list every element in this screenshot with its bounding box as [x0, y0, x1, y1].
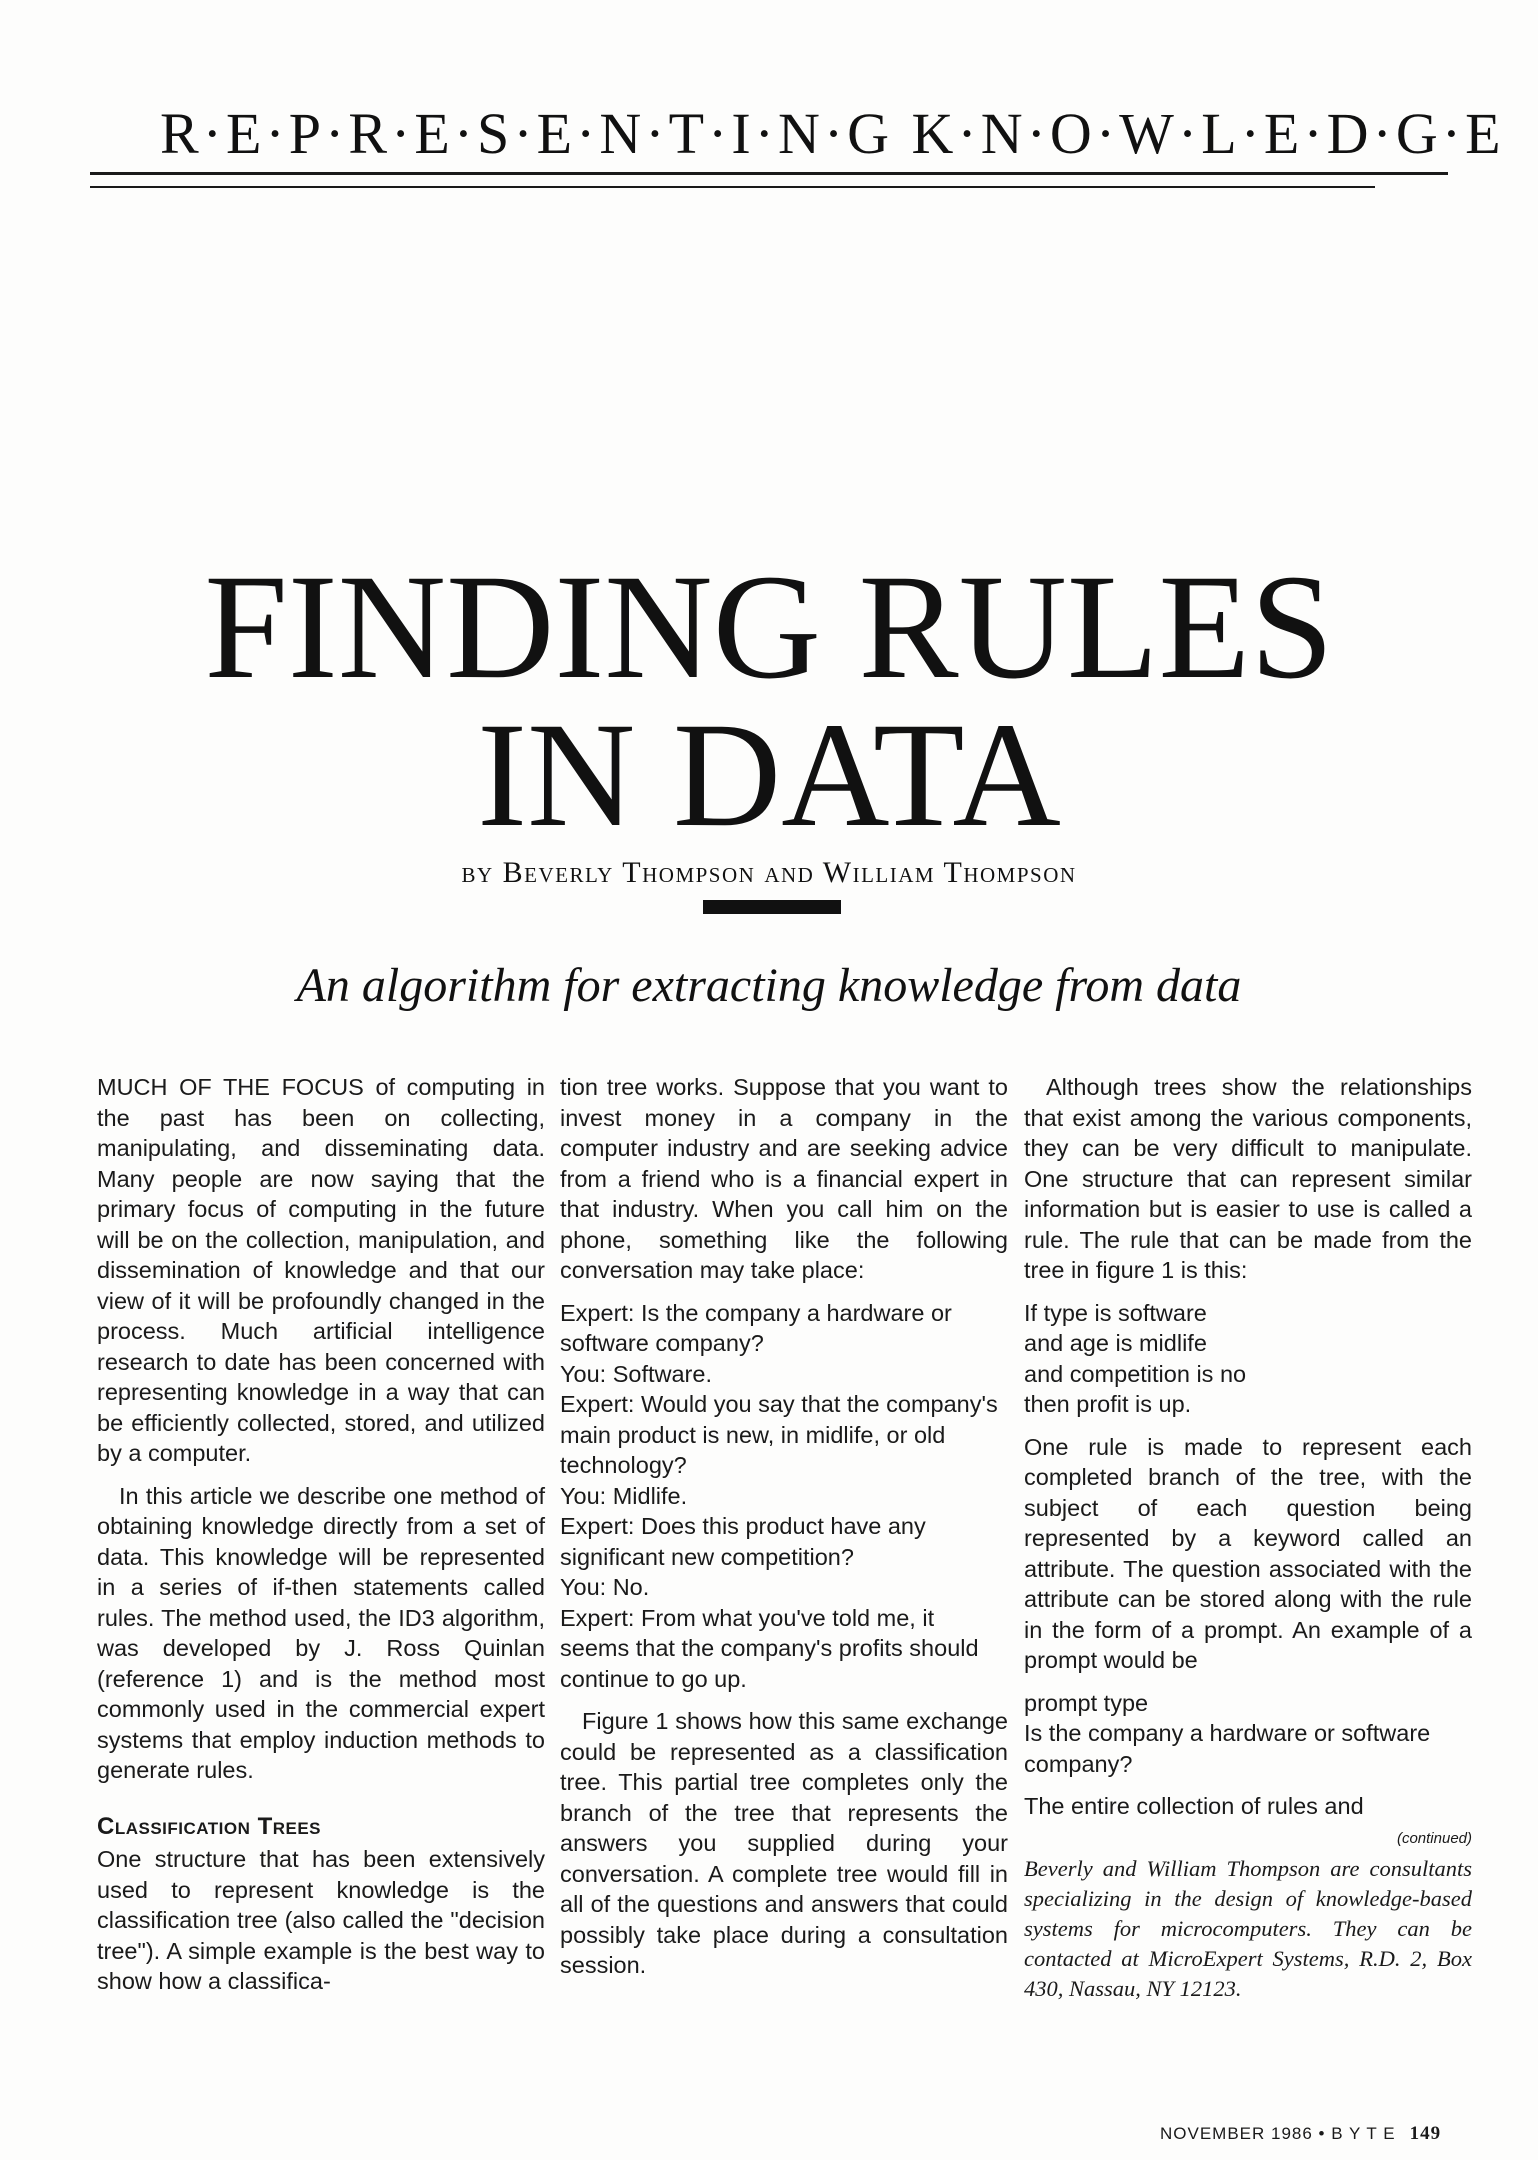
header-rule-thick	[90, 172, 1448, 175]
prompt-line: Is the company a hardware or software company?	[1024, 1720, 1431, 1777]
prompt-line: prompt type	[1024, 1689, 1149, 1716]
trees-paragraph: One structure that has been extensively used to represent knowledge is the classification tree (also called the "decision tree"). A simple example is the best way to show how a classifica-	[97, 1846, 545, 1994]
rule-line: and competition is no	[1024, 1360, 1247, 1387]
header-rule-thin	[90, 186, 1375, 188]
article-deck: An algorithm for extracting knowledge from data	[296, 959, 1242, 1012]
dialogue-line: You: Midlife.	[560, 1482, 688, 1509]
article-title-line-2: IN DATA	[477, 692, 1061, 858]
conversation-block	[560, 1298, 1008, 1695]
dialogue-line: You: No.	[560, 1574, 650, 1600]
page-footer	[1160, 2123, 1460, 2145]
example-paragraph: tion tree works. Suppose that you want to invest money in a company in the computer industry and are seeking advice from a friend who is a financial expert in that industry. When you call him on the phone, something like the following conversation may take place:	[560, 1074, 1008, 1283]
rule-line: and age is midlife	[1024, 1330, 1207, 1356]
rule-example	[1024, 1298, 1472, 1420]
continued-marker: (continued)	[1396, 1829, 1472, 1847]
section-header: R·E·P·R·E·S·E·N·T·I·N·G K·N·O·W·L·E·D·G·E	[160, 101, 1505, 166]
section-subhead: Classification Trees	[97, 1812, 322, 1840]
byline-divider	[703, 900, 841, 914]
rules-paragraph: Although trees show the relationships that exist among the various components, they can be very difficult to manipulate. One structure that can represent similar information but is easier to use is called a rule. The rule that can be made from the tree in figure 1 is this:	[1024, 1074, 1472, 1283]
article-title-line-1: FINDING RULES	[204, 544, 1334, 710]
dialogue-line: Expert: Would you say that the company's main product is new, in midlife, or old technology?	[560, 1391, 998, 1478]
author-bio: Beverly and William Thompson are consultants specializing in the design of knowledge-based systems for microcomputers. They can be contacted at MicroExpert Systems, R.D. 2, Box 430, Nassau, NY 12123.	[1024, 1855, 1472, 2001]
dialogue-line: Expert: Is the company a hardware or software company?	[560, 1299, 952, 1356]
column-1	[97, 1072, 545, 2009]
intro-paragraph: MUCH OF THE FOCUS of computing in the past has been on collecting, manipulating, and disseminating data. Many people are now saying that the primary focus of computing in the future will be on the collection, manipulation, and dissemination of knowledge and that our view of it will be profoundly changed in the process. Much artificial intelligence research to date has been concerned with representing knowledge in a way that can be efficiently collected, stored, and utilized by a computer.	[97, 1074, 545, 1466]
rule-line: If type is software	[1024, 1299, 1207, 1326]
method-paragraph: In this article we describe one method of obtaining knowledge directly from a set of data. This knowledge will be represented in a series of if-then statements called rules. The method used, the ID3 algorithm, was developed by J. Ross Quinlan (reference 1) and is the method most commonly used in the commercial expert systems that employ induction methods to generate rules.	[97, 1482, 545, 1783]
column-2	[560, 1072, 1008, 1993]
dialogue-line: Expert: From what you've told me, it seems that the company's profits should continue to go up.	[560, 1604, 979, 1692]
column-3	[1024, 1072, 1472, 2016]
dialogue-line: Expert: Does this product have any significant new competition?	[560, 1513, 926, 1570]
prompt-example	[1024, 1688, 1472, 1780]
dialogue-line: You: Software.	[560, 1360, 712, 1387]
issue-label: NOVEMBER 1986 • B Y T E	[1160, 2124, 1396, 2143]
closing-paragraph: The entire collection of rules and	[1024, 1793, 1364, 1819]
byline: by Beverly Thompson and William Thompson	[461, 856, 1077, 889]
figure-paragraph: Figure 1 shows how this same exchange could be represented as a classification tree. This partial tree completes only the branch of the tree that represents the answers you supplied during your conversation. A complete tree would fill in all of the questions and answers that could possibly take place during a consultation session.	[560, 1708, 1008, 1978]
rule-line: then profit is up.	[1024, 1391, 1192, 1417]
attribute-paragraph: One rule is made to represent each completed branch of the tree, with the subject of each question being represented by a keyword called an attribute. The question associated with the attribute can be stored along with the rule in the form of a prompt. An example of a prompt would be	[1024, 1433, 1472, 1673]
page-number: 149	[1409, 2123, 1442, 2144]
